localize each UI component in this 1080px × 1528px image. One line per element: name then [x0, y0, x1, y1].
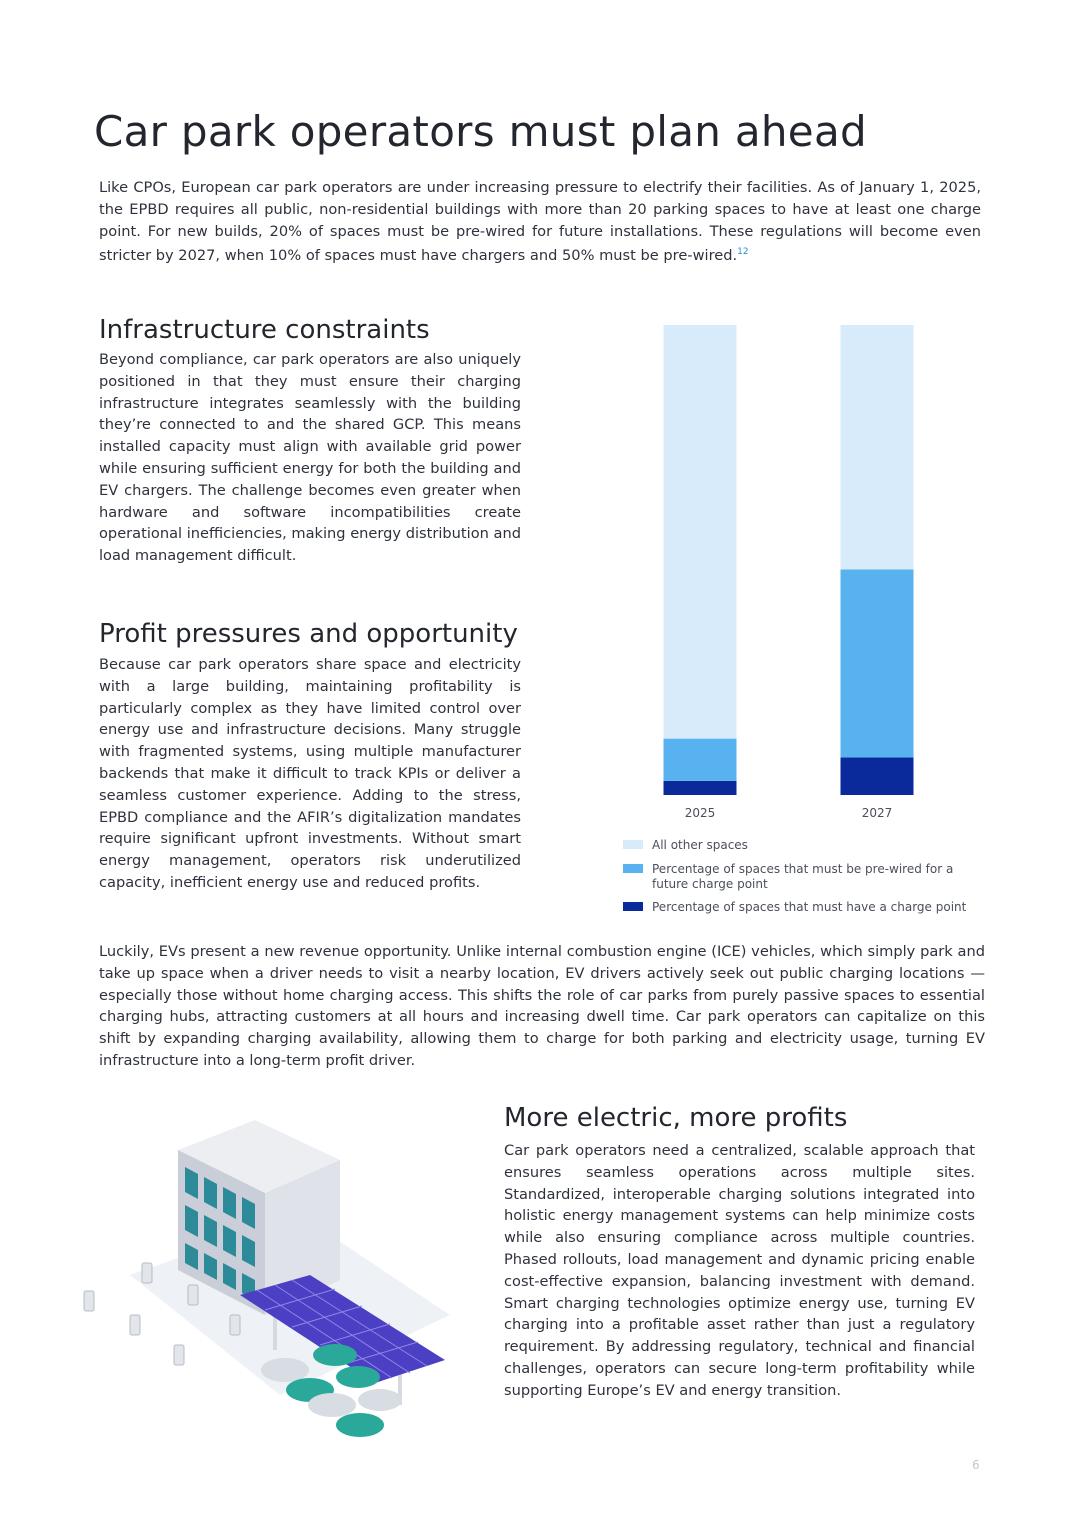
bar-2025-other [664, 325, 737, 739]
footnote-ref[interactable]: 12 [737, 247, 749, 258]
section-heading-infrastructure: Infrastructure constraints [99, 315, 430, 345]
page-number: 6 [972, 1458, 980, 1472]
x-tick-label-2027: 2027 [861, 806, 893, 820]
bar-2027-prewired [841, 569, 914, 757]
opportunity-paragraph: Luckily, EVs present a new revenue opportunity. Unlike internal combustion engine (ICE) vehicles, which simply park and take up space when a driver needs to visit a nearby location, EV drivers actively seek out public charging locations — especially those without home charging access. This shifts the role of car parks from purely passive spaces to essential charging hubs, attracting customers at all hours and increasing dwell time. Car park operators can capitalize on this shift by expanding charging availability, allowing them to charge for both parking and electricity usage, turning EV infrastructure into a long-term profit driver. [99, 943, 985, 1069]
page-title: Car park operators must plan ahead [94, 107, 867, 156]
legend-swatch-other [623, 840, 643, 849]
section-heading-profit: Profit pressures and opportunity [99, 619, 518, 649]
x-tick-label-2025: 2025 [684, 806, 716, 820]
chart-bars [664, 325, 914, 795]
legend-label-prewired-line2: future charge point [652, 877, 768, 891]
legend-label-other: All other spaces [652, 838, 748, 852]
intro-paragraph [99, 177, 981, 267]
stacked-bar-chart [600, 310, 1020, 930]
intro-text: Like CPOs, European car park operators are under increasing pressure to electrify their facilities. As of January 1, 2025, the EPBD requires all public, non-residential buildings with more than 20 parking spaces to have at least one charge point. For new builds, 20% of spaces must be pre-wired for future installations. These regulations will become even stricter by 2027, when 10% of spaces must have chargers and 50% must be pre-wired. [99, 179, 981, 265]
bar-2025-prewired [664, 739, 737, 781]
bar-2025-charge-point [664, 781, 737, 795]
bar-2027-charge-point [841, 757, 914, 795]
car-park-illustration [70, 1105, 470, 1455]
legend-swatch-charge-point [623, 902, 643, 911]
bar-2027-other [841, 325, 914, 569]
legend-label-charge-point: Percentage of spaces that must have a charge point [652, 900, 967, 914]
infrastructure-paragraph: Beyond compliance, car park operators are also uniquely positioned in that they must ensure their charging infrastructure integrates seamlessly with the building they’re connected to and the shared GCP. This means installed capacity must align with available grid power while ensuring sufficient energy for both the building and EV chargers. The challenge becomes even greater when hardware and software incompatibilities create operational inefficiencies, making energy distribution and load management difficult. [99, 351, 521, 565]
illustration-svg [70, 1105, 470, 1455]
legend-swatch-prewired [623, 864, 643, 873]
section-heading-more-electric: More electric, more profits [504, 1103, 848, 1133]
legend-label-prewired-line1: Percentage of spaces that must be pre-wired for a [652, 862, 954, 876]
profit-paragraph: Because car park operators share space and electricity with a large building, maintaining profitability is particularly complex as they have limited control over energy use and infrastructure decisions. Many struggle with fragmented systems, using multiple manufacturer backends that make it difficult to track KPIs or deliver a seamless customer experience. Adding to the stress, EPBD compliance and the AFIR’s digitalization mandates require significant upfront investments. Without smart energy management, operators risk underutilized capacity, inefficient energy use and reduced profits. [99, 656, 521, 891]
more-electric-paragraph: Car park operators need a centralized, scalable approach that ensures seamless operations across multiple sites. Standardized, interoperable charging solutions integrated into holistic energy management systems can help minimize costs while also ensuring compliance across multiple countries. Phased rollouts, load management and dynamic pricing enable cost-effective expansion, balancing investment with demand. Smart charging technologies optimize energy use, turning EV charging into a profitable asset rather than just a regulatory requirement. By addressing regulatory, technical and financial challenges, operators can secure long-term profitability while supporting Europe’s EV and energy transition. [504, 1142, 975, 1399]
chart-svg [600, 310, 1020, 930]
